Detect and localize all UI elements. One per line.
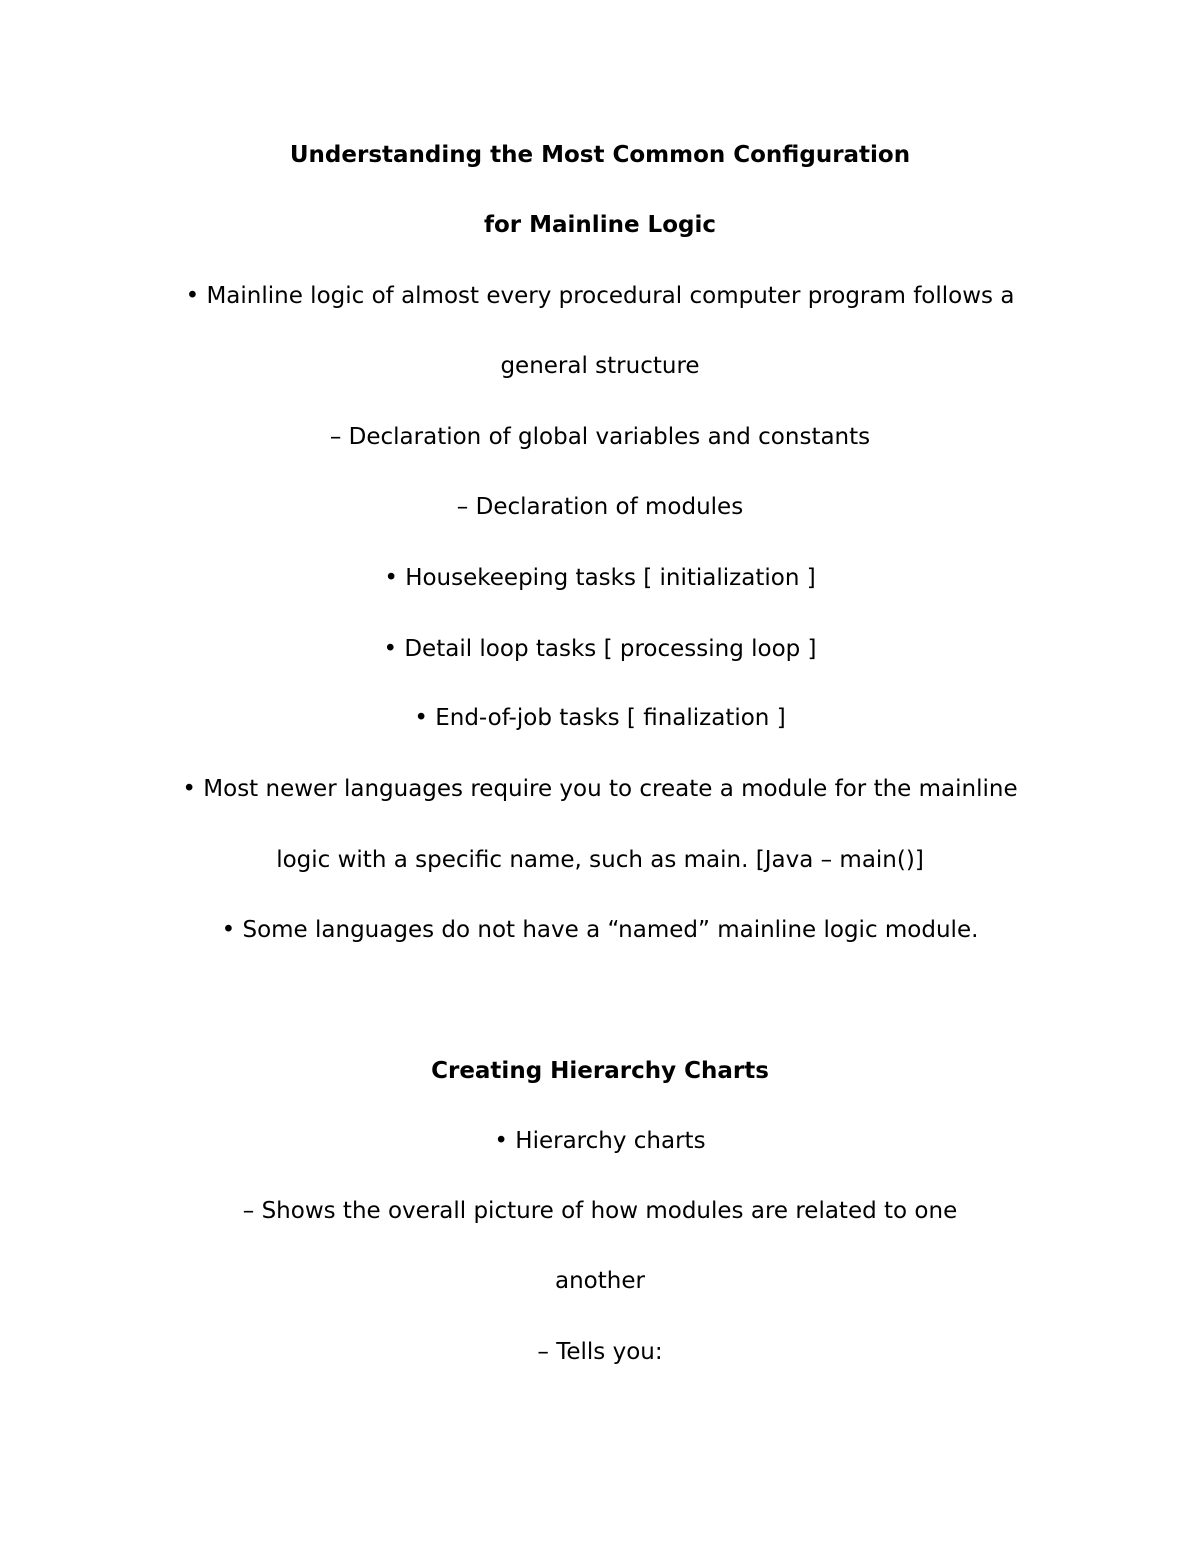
body-line: • Some languages do not have a “named” mainline logic module. [221,917,979,943]
body-line: – Declaration of modules [456,494,744,520]
body-line: logic with a specific name, such as main. [Java – main()] [276,847,924,873]
body-line: – Tells you: [537,1339,663,1365]
body-line: • Most newer languages require you to create a module for the mainline [182,776,1018,802]
body-line: • End-of-job tasks [ finalization ] [414,705,786,731]
section-title: Creating Hierarchy Charts [431,1058,769,1084]
body-line: • Mainline logic of almost every procedural computer program follows a [185,283,1015,309]
body-line: • Hierarchy charts [494,1128,706,1154]
section-title-line-1: Understanding the Most Common Configuration [289,142,911,168]
body-line: • Detail loop tasks [ processing loop ] [383,636,817,662]
body-line: – Declaration of global variables and constants [329,424,871,450]
body-line: another [555,1268,645,1294]
body-line: general structure [500,353,700,379]
body-line: • Housekeeping tasks [ initialization ] [384,565,816,591]
body-line: – Shows the overall picture of how modules are related to one [242,1198,958,1224]
section-title-line-2: for Mainline Logic [483,212,716,238]
